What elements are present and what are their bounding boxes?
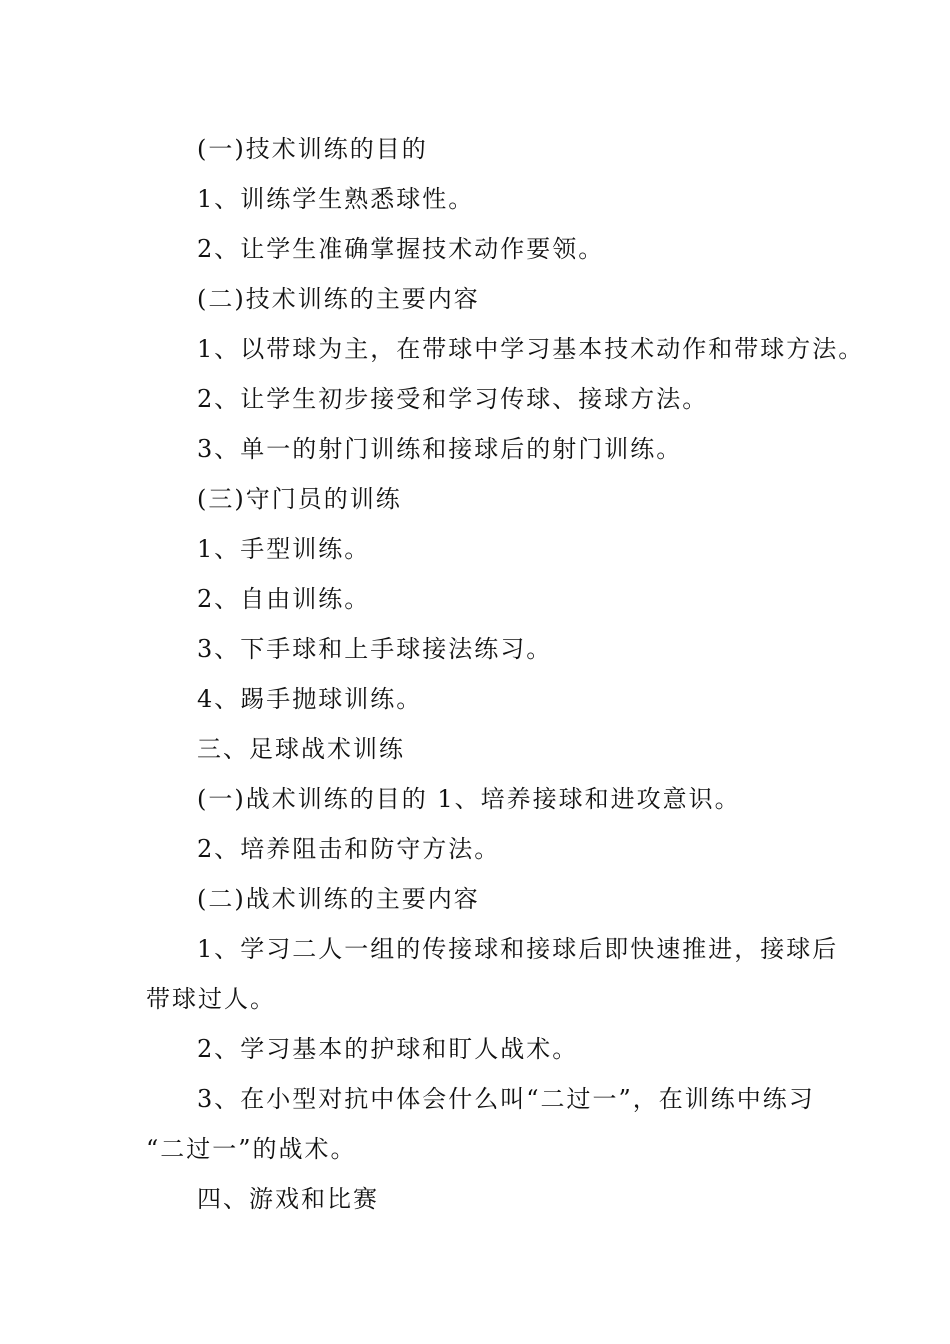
section-heading-games: 四、游戏和比赛	[197, 1185, 379, 1213]
paragraph-line: 2、自由训练。	[197, 585, 371, 613]
section-heading-tactics-content: (二)战术训练的主要内容	[197, 885, 480, 913]
paragraph-line-continuation: 带球过人。	[146, 985, 276, 1013]
paragraph-line: 2、让学生初步接受和学习传球、接球方法。	[197, 385, 709, 413]
paragraph-line: 4、踢手抛球训练。	[197, 685, 423, 713]
paragraph-line: 3、在小型对抗中体会什么叫“二过一”，在训练中练习	[197, 1085, 815, 1113]
paragraph-line: 1、训练学生熟悉球性。	[197, 185, 475, 213]
paragraph-line: (一)战术训练的目的 1、培养接球和进攻意识。	[197, 785, 741, 813]
section-heading-tech-content: (二)技术训练的主要内容	[197, 285, 480, 313]
paragraph-line: 2、让学生准确掌握技术动作要领。	[197, 235, 605, 263]
paragraph-line: 2、学习基本的护球和盯人战术。	[197, 1035, 579, 1063]
paragraph-line: 3、下手球和上手球接法练习。	[197, 635, 553, 663]
section-heading-goalkeeper: (三)守门员的训练	[197, 485, 402, 513]
section-heading-tech-purpose: (一)技术训练的目的	[197, 135, 428, 163]
paragraph-line-continuation: “二过一”的战术。	[146, 1135, 357, 1163]
paragraph-line: 1、手型训练。	[197, 535, 371, 563]
section-heading-tactics: 三、足球战术训练	[197, 735, 405, 763]
paragraph-line: 1、学习二人一组的传接球和接球后即快速推进，接球后	[197, 935, 839, 963]
paragraph-line: 2、培养阻击和防守方法。	[197, 835, 501, 863]
paragraph-line: 3、单一的射门训练和接球后的射门训练。	[197, 435, 683, 463]
paragraph-line: 1、以带球为主，在带球中学习基本技术动作和带球方法。	[197, 335, 865, 363]
